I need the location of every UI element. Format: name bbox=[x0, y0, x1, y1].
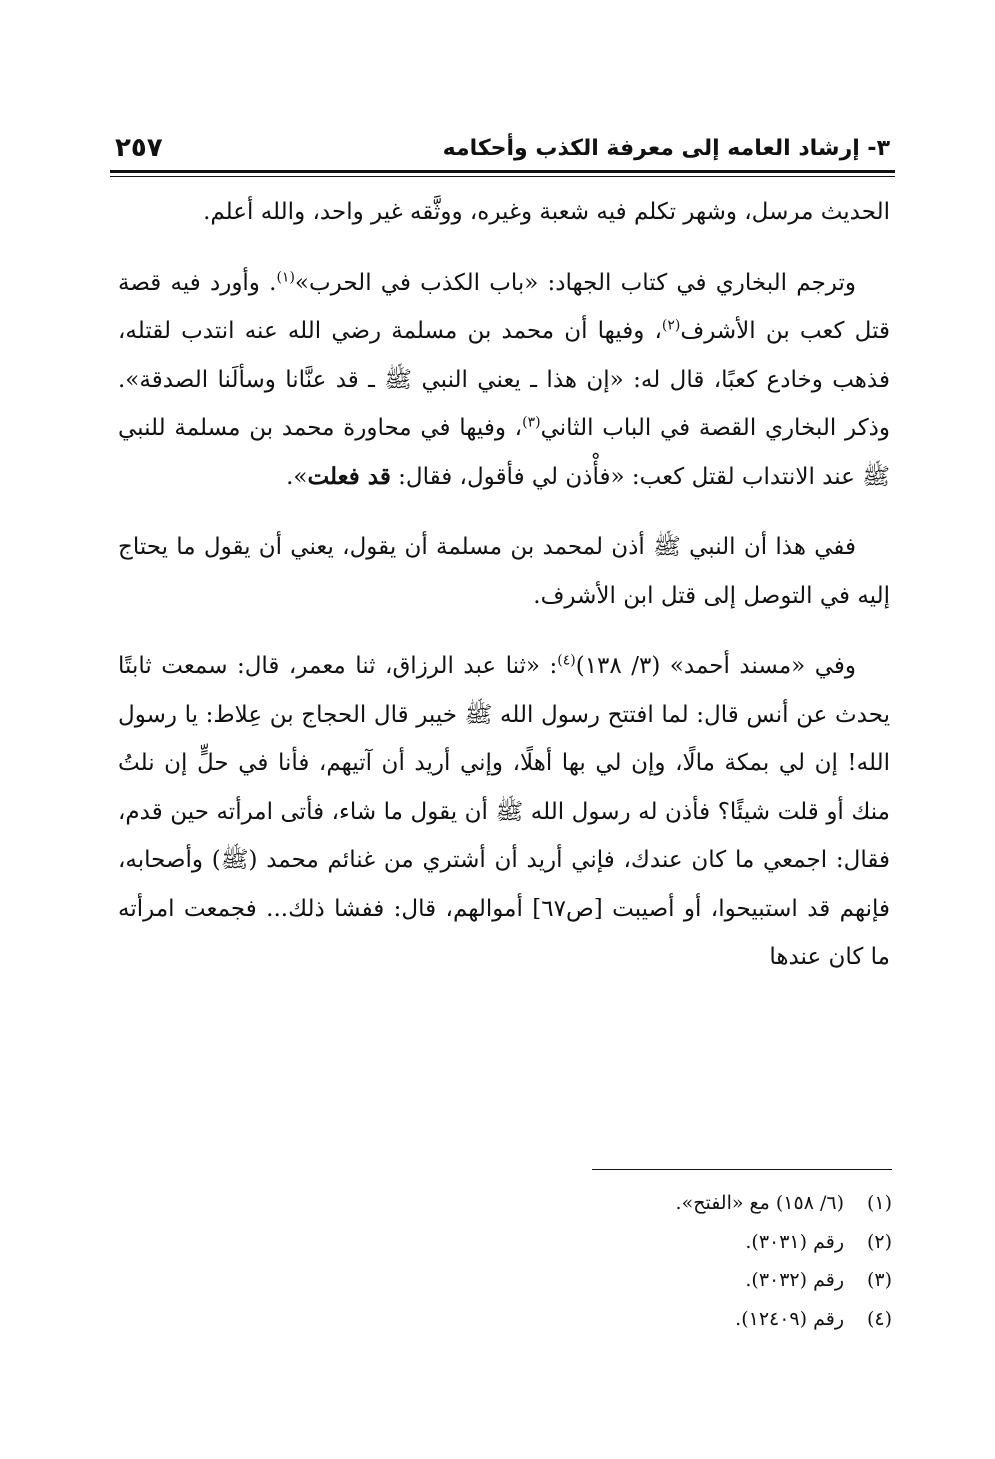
page-number: ٢٥٧ bbox=[115, 133, 163, 163]
paragraph-p1 bbox=[118, 188, 890, 237]
footnotes bbox=[300, 1184, 892, 1338]
header-rule-thick bbox=[110, 170, 895, 173]
footnote-number: (١) bbox=[866, 1192, 892, 1214]
text-run: وفي «مسند أحمد» (٣/ ١٣٨) bbox=[575, 653, 856, 679]
footnote-text: رقم (٣٠٣١). bbox=[745, 1230, 844, 1253]
footnote-text: رقم (١٢٤٠٩). bbox=[735, 1307, 844, 1330]
text-run: : «ثنا عبد الرزاق، ثنا معمر، قال: سمعت ثابتًا يحدث عن أنس قال: لما افتتح رسول الله ﷺ خيبر قال الحجاج بن عِلاط: يا رسول الله! إن لي بمكة مالًا، وإن لي بها أهلًا، وإني أريد أن آتيهم، فأنا في حلٍّ إن نلتُ منك أو قلت شيئًا؟ فأذن له رسول الله ﷺ أن يقول ما شاء، فأتى امرأته حين قدم، فقال: اجمعي ما كان عندك، فإني أريد أن أشتري من غنائم محمد (ﷺ) وأصحابه، فإنهم قد استبيحوا، أو أصيبت [ص٦٧] أموالهم، قال: ففشا ذلك... فجمعت امرأته ما كان عندها bbox=[118, 653, 890, 970]
footnote-ref: (٣) bbox=[522, 414, 541, 431]
paragraph-p4 bbox=[118, 642, 890, 982]
book-title: ٣- إرشاد العامه إلى معرفة الكذب وأحكامه bbox=[442, 135, 890, 161]
paragraph-p2 bbox=[118, 259, 890, 502]
footnote-item bbox=[300, 1261, 892, 1300]
footnote-ref: (٤) bbox=[557, 652, 576, 669]
running-header bbox=[115, 128, 890, 168]
footnote-number: (٢) bbox=[866, 1230, 892, 1253]
footnote-item bbox=[300, 1300, 892, 1339]
text-run: الحديث مرسل، وشهر تكلم فيه شعبة وغيره، ووثَّقه غير واحد، والله أعلم. bbox=[203, 199, 890, 225]
emphasis-text: قد فعلت bbox=[307, 462, 391, 490]
text-run: ». bbox=[286, 463, 308, 490]
footnote-ref: (٢) bbox=[661, 317, 681, 334]
text-run: . وأورد فيه قصة قتل كعب بن الأشرف bbox=[118, 269, 890, 344]
text-run: ففي هذا أن النبي ﷺ أذن لمحمد بن مسلمة أن يقول، يعني أن يقول ما يحتاج إليه في التوصل إلى قتل ابن الأشرف. bbox=[118, 534, 890, 609]
body-text bbox=[118, 188, 890, 982]
footnote-number: (٤) bbox=[866, 1307, 892, 1330]
footnote-text: (٦/ ١٥٨) مع «الفتح». bbox=[675, 1192, 844, 1214]
footnote-separator bbox=[592, 1169, 892, 1170]
paragraph-p3 bbox=[118, 523, 890, 620]
text-run: ، وفيها أن محمد بن مسلمة رضي الله عنه انتدب لقتله، فذهب وخادع كعبًا، قال له: «إن هذا ـ يعني النبي ﷺ ـ قد عنَّانا وسألَنا الصدقة». وذكر البخاري القصة في الباب الثاني bbox=[118, 318, 890, 441]
text-run: وترجم البخاري في كتاب الجهاد: «باب الكذب في الحرب» bbox=[294, 269, 857, 296]
footnote-item bbox=[300, 1184, 892, 1223]
footnote-ref: (١) bbox=[276, 268, 295, 285]
footnote-item bbox=[300, 1223, 892, 1262]
header-rule-thin bbox=[110, 176, 895, 177]
footnote-number: (٣) bbox=[866, 1269, 892, 1291]
footnote-text: رقم (٣٠٣٢). bbox=[745, 1269, 844, 1291]
text-run: ، وفيها في محاورة محمد بن مسلمة للنبي ﷺ عند الانتداب لقتل كعب: «فأْذن لي فأقول، فقال: bbox=[118, 415, 890, 490]
